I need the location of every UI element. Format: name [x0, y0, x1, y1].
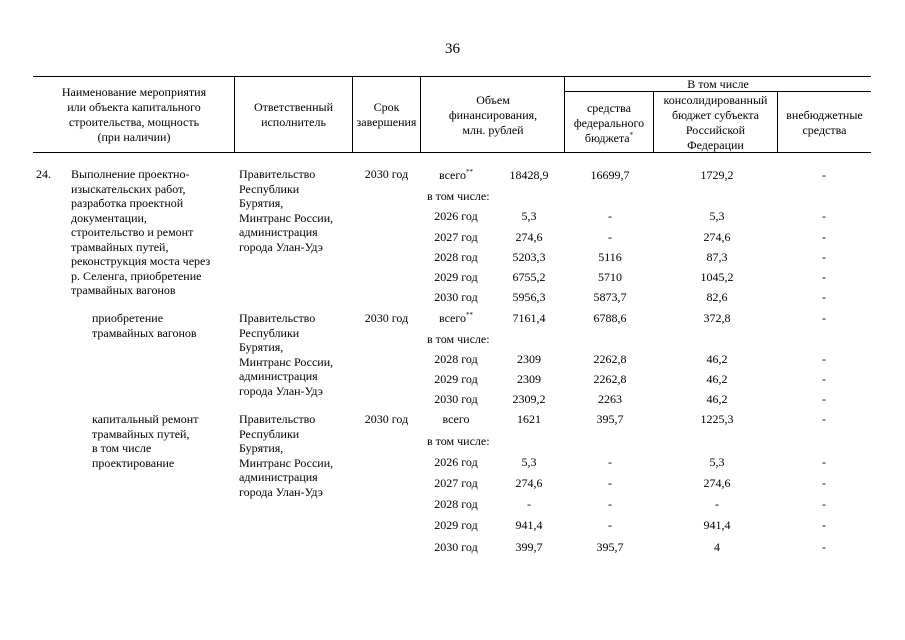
header-extrabudget-col: внебюджетные средства [786, 108, 863, 137]
year-cell: 2030 год [434, 540, 478, 554]
federal-cell: - [608, 476, 612, 490]
extrabudget-cell: - [822, 497, 826, 511]
consolidated-cell: 46,2 [706, 352, 728, 366]
volume-cell: 399,7 [515, 540, 543, 554]
item-deadline: 2030 год [364, 167, 409, 181]
federal-cell: 2263 [598, 392, 622, 406]
consolidated-cell: 274,6 [703, 230, 731, 244]
extrabudget-cell: - [822, 476, 826, 490]
total-extrabudget: - [822, 311, 826, 325]
col-divider-1 [234, 76, 235, 153]
header-federal-col: средства федерального бюджета* [573, 101, 645, 145]
year-cell: 2029 год [434, 270, 478, 284]
volume-cell: 274,6 [515, 230, 543, 244]
total-federal: 16699,7 [590, 168, 630, 182]
item-name: приобретение трамвайных вагонов [92, 311, 197, 340]
federal-cell: 5710 [598, 270, 622, 284]
total-volume: 18428,9 [509, 168, 549, 182]
volume-cell: 2309 [517, 372, 541, 386]
item-executor: Правительство Республики Бурятия, Минтранс России, администрация города Улан-Удэ [239, 311, 334, 398]
consolidated-cell: 5,3 [709, 455, 725, 469]
total-extrabudget: - [822, 412, 826, 426]
page-number: 36 [445, 41, 460, 57]
year-cell: 2029 год [434, 518, 478, 532]
consolidated-cell: 1045,2 [700, 270, 734, 284]
year-cell: 2027 год [434, 230, 478, 244]
federal-cell: - [608, 497, 612, 511]
item-name: Выполнение проектно- изыскательских работ, разработка проектной документации, строительство и ремонт трамвайных путей, реконструкция моста через р. Селенга, приобретение трамвайных вагонов [71, 167, 211, 297]
federal-cell: - [608, 230, 612, 244]
consolidated-cell: - [715, 497, 719, 511]
volume-cell: 6755,2 [512, 270, 546, 284]
volume-cell: 5,3 [521, 209, 537, 223]
federal-cell: 5116 [598, 250, 622, 264]
header-name-col: Наименование мероприятия или объекта капитального строительства, мощность (при наличии) [61, 85, 207, 144]
year-cell: 2026 год [434, 455, 478, 469]
item-deadline: 2030 год [364, 311, 409, 325]
extrabudget-cell: - [822, 455, 826, 469]
total-federal: 6788,6 [593, 311, 627, 325]
volume-cell: 2309 [517, 352, 541, 366]
consolidated-cell: 46,2 [706, 372, 728, 386]
consolidated-cell: 87,3 [706, 250, 728, 264]
header-consolidated-col: консолидированный бюджет субъекта Российской Федерации [663, 93, 768, 152]
year-cell: 2028 год [434, 250, 478, 264]
extrabudget-cell: - [822, 372, 826, 386]
extrabudget-cell: - [822, 250, 826, 264]
volume-cell: 941,4 [515, 518, 543, 532]
item-executor: Правительство Республики Бурятия, Минтранс России, администрация города Улан-Удэ [239, 412, 334, 499]
total-volume: 7161,4 [512, 311, 546, 325]
in-total-label: в том числе: [427, 434, 490, 448]
header-deadline-col: Срок завершения [356, 100, 417, 129]
extrabudget-cell: - [822, 352, 826, 366]
federal-cell: 2262,8 [593, 372, 627, 386]
header-volume-col: Объем финансирования, млн. рублей [448, 93, 538, 137]
total-consolidated: 372,8 [703, 311, 731, 325]
year-cell: 2028 год [434, 352, 478, 366]
in-total-label: в том числе: [427, 332, 490, 346]
federal-cell: - [608, 455, 612, 469]
total-label: всего** [438, 168, 474, 182]
extrabudget-cell: - [822, 518, 826, 532]
extrabudget-cell: - [822, 270, 826, 284]
federal-footnote-mark: * [629, 131, 634, 139]
header-including: В том числе [687, 77, 749, 91]
total-consolidated: 1729,2 [700, 168, 734, 182]
extrabudget-cell: - [822, 290, 826, 304]
consolidated-cell: 274,6 [703, 476, 731, 490]
in-total-label: в том числе: [427, 189, 490, 203]
consolidated-cell: 4 [714, 540, 720, 554]
extrabudget-cell: - [822, 540, 826, 554]
total-federal: 395,7 [596, 412, 624, 426]
extrabudget-cell: - [822, 209, 826, 223]
volume-cell: 274,6 [515, 476, 543, 490]
volume-cell: 5956,3 [512, 290, 546, 304]
consolidated-cell: 82,6 [706, 290, 728, 304]
consolidated-cell: 5,3 [709, 209, 725, 223]
year-cell: 2029 год [434, 372, 478, 386]
federal-cell: 5873,7 [593, 290, 627, 304]
federal-cell: - [608, 209, 612, 223]
extrabudget-cell: - [822, 230, 826, 244]
federal-cell: - [608, 518, 612, 532]
total-volume: 1621 [517, 412, 541, 426]
item-executor: Правительство Республики Бурятия, Минтранс России, администрация города Улан-Удэ [239, 167, 334, 254]
federal-cell: 2262,8 [593, 352, 627, 366]
item-deadline: 2030 год [364, 412, 409, 426]
volume-cell: 5203,3 [512, 250, 546, 264]
header-executor-col: Ответственный исполнитель [253, 100, 334, 129]
item-name: капитальный ремонт трамвайных путей, в том числе проектирование [92, 412, 199, 470]
total-extrabudget: - [822, 168, 826, 182]
year-cell: 2026 год [434, 209, 478, 223]
consolidated-cell: 46,2 [706, 392, 728, 406]
year-cell: 2027 год [434, 476, 478, 490]
item-number: 24. [36, 167, 51, 181]
volume-cell: 2309,2 [512, 392, 546, 406]
volume-cell: 5,3 [521, 455, 537, 469]
total-consolidated: 1225,3 [700, 412, 734, 426]
year-cell: 2030 год [434, 392, 478, 406]
col-divider-3 [420, 76, 421, 153]
total-label: всего** [438, 311, 474, 325]
federal-cell: 395,7 [596, 540, 624, 554]
total-label: всего [442, 412, 470, 426]
volume-cell: - [527, 497, 531, 511]
year-cell: 2028 год [434, 497, 478, 511]
extrabudget-cell: - [822, 392, 826, 406]
year-cell: 2030 год [434, 290, 478, 304]
consolidated-cell: 941,4 [703, 518, 731, 532]
